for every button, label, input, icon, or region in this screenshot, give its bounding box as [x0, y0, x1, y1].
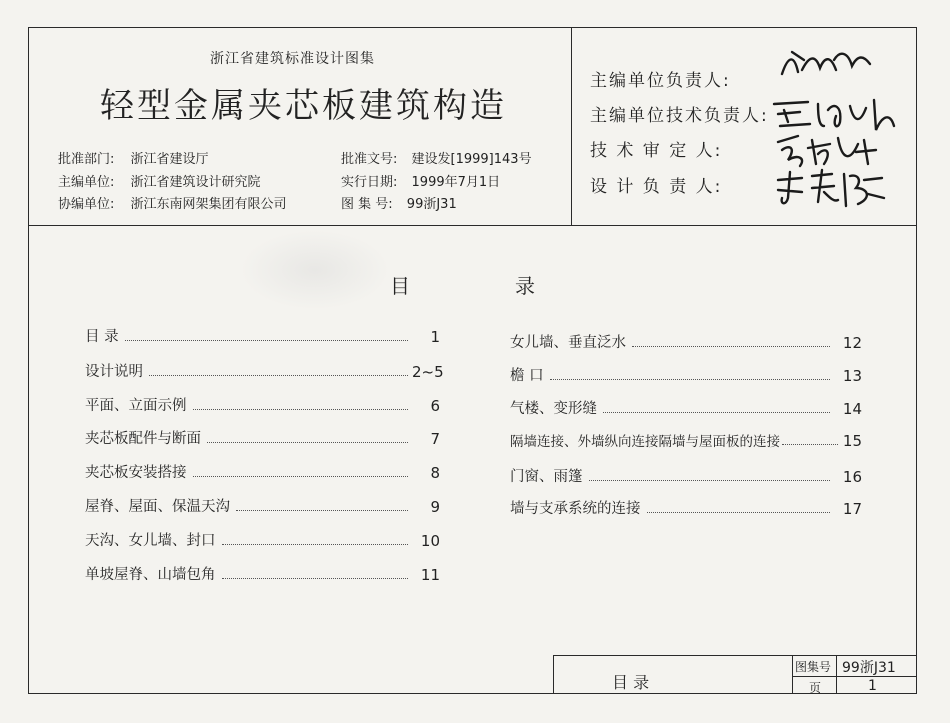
- toc-leader: [193, 408, 409, 410]
- toc-entry-title: 单坡屋脊、山墙包角: [85, 567, 216, 583]
- header-divider-vertical: [571, 28, 572, 226]
- toc-entry-title: 女儿墙、垂直泛水: [510, 335, 626, 351]
- toc-entry-page: 16: [842, 468, 862, 486]
- toc-leader: [603, 411, 830, 413]
- toc-leader: [125, 339, 408, 341]
- toc-leader: [207, 441, 408, 443]
- toc-entry[interactable]: [85, 461, 440, 482]
- toc-entry[interactable]: [510, 331, 862, 352]
- toc-entry-page: 1: [430, 328, 440, 346]
- toc-entry[interactable]: [510, 465, 862, 486]
- impl-date-row: [341, 171, 500, 190]
- signature-1: [778, 46, 878, 84]
- impl-date-label: 实行日期:: [341, 175, 398, 190]
- toc-entry-title: 设计说明: [85, 364, 143, 380]
- toc-entry-page: 12: [842, 334, 862, 352]
- editor-unit-value: 浙江省建筑设计研究院: [130, 175, 261, 190]
- toc-entry-title: 目 录: [85, 329, 119, 345]
- toc-leader: [589, 479, 831, 481]
- title-block-inner-line: [836, 655, 837, 694]
- title-block-left-line: [553, 655, 554, 694]
- toc-entry[interactable]: [85, 360, 444, 381]
- editor-unit-label: 主编单位:: [58, 175, 115, 190]
- co-unit-label: 协编单位:: [58, 197, 115, 212]
- toc-entry[interactable]: [510, 364, 862, 385]
- toc-entry[interactable]: [85, 325, 440, 346]
- toc-entry-title: 平面、立面示例: [85, 398, 187, 414]
- atlas-no-value: 99浙J31: [406, 197, 457, 212]
- toc-leader: [236, 509, 408, 511]
- atlas-series: 浙江省建筑标准设计图集: [210, 51, 375, 67]
- signature-3: [772, 130, 882, 170]
- toc-leader: [647, 511, 831, 513]
- toc-entry-title: 隔墙连接、外墙纵向连接隔墙与屋面板的连接: [510, 434, 780, 450]
- title-block-atlas-label: 图集号: [795, 660, 832, 674]
- chief-tech-head-label: 主编单位技术负责人:: [590, 106, 769, 126]
- approval-dept-row: [58, 148, 209, 167]
- toc-heading-left: 目: [390, 274, 410, 298]
- toc-entry[interactable]: [510, 430, 862, 450]
- toc-entry-page: 17: [842, 500, 862, 518]
- title-block-mid-line: [792, 655, 793, 694]
- co-unit-row: [58, 193, 287, 212]
- chief-unit-head-label: 主编单位负责人:: [590, 71, 731, 91]
- approval-no-label: 批准文号:: [341, 152, 398, 167]
- toc-entry[interactable]: [85, 563, 440, 584]
- approval-dept-value: 浙江省建设厅: [130, 152, 209, 167]
- title-block-page-label: 页: [809, 681, 822, 695]
- title-block-atlas-value: 99浙J31: [842, 660, 896, 676]
- toc-leader: [222, 577, 409, 579]
- toc-entry-page: 15: [842, 432, 862, 450]
- toc-entry-title: 门窗、雨篷: [510, 469, 583, 485]
- toc-entry-title: 屋脊、屋面、保温天沟: [85, 499, 230, 515]
- toc-entry-page: 7: [430, 430, 440, 448]
- toc-entry[interactable]: [510, 497, 862, 518]
- toc-entry-title: 夹芯板安装搭接: [85, 465, 187, 481]
- header-divider-horizontal: [29, 225, 916, 226]
- approval-dept-label: 批准部门:: [58, 152, 115, 167]
- approval-no-row: [341, 148, 532, 167]
- atlas-no-row: [341, 193, 457, 212]
- atlas-no-label: 图 集 号:: [341, 197, 393, 212]
- toc-entry[interactable]: [85, 427, 440, 448]
- toc-entry-page: 13: [842, 367, 862, 385]
- title-block-page-value: 1: [868, 678, 877, 694]
- toc-entry[interactable]: [85, 394, 440, 415]
- toc-entry[interactable]: [85, 495, 440, 516]
- toc-leader: [149, 374, 408, 376]
- toc-entry-page: 2~5: [412, 363, 444, 381]
- design-head-label: 设 计 负 责 人:: [590, 177, 723, 197]
- toc-entry-page: 9: [430, 498, 440, 516]
- toc-leader: [632, 345, 830, 347]
- title-block-name: 目 录: [612, 673, 650, 692]
- toc-entry-title: 檐 口: [510, 368, 544, 384]
- tech-reviewer-label: 技 术 审 定 人:: [590, 141, 723, 161]
- toc-heading-right: 录: [515, 274, 535, 298]
- toc-leader: [193, 475, 409, 477]
- approval-no-value: 建设发[1999]143号: [411, 152, 532, 167]
- toc-entry-page: 11: [420, 566, 440, 584]
- toc-leader: [782, 443, 838, 445]
- atlas-title: 轻型金属夹芯板建筑构造: [100, 86, 507, 126]
- toc-entry-page: 6: [430, 397, 440, 415]
- toc-leader: [550, 378, 830, 380]
- toc-entry-page: 10: [420, 532, 440, 550]
- toc-entry-title: 天沟、女儿墙、封口: [85, 533, 216, 549]
- toc-entry-title: 气楼、变形缝: [510, 401, 597, 417]
- toc-leader: [222, 543, 409, 545]
- editor-unit-row: [58, 171, 261, 190]
- toc-entry-title: 墙与支承系统的连接: [510, 501, 641, 517]
- toc-entry[interactable]: [510, 397, 862, 418]
- toc-entry-page: 8: [430, 464, 440, 482]
- signature-4: [772, 168, 888, 212]
- toc-entry[interactable]: [85, 529, 440, 550]
- scan-smudge: [240, 230, 390, 310]
- toc-entry-title: 夹芯板配件与断面: [85, 431, 201, 447]
- toc-entry-page: 14: [842, 400, 862, 418]
- co-unit-value: 浙江东南网架集团有限公司: [130, 197, 287, 212]
- impl-date-value: 1999年7月1日: [411, 175, 501, 190]
